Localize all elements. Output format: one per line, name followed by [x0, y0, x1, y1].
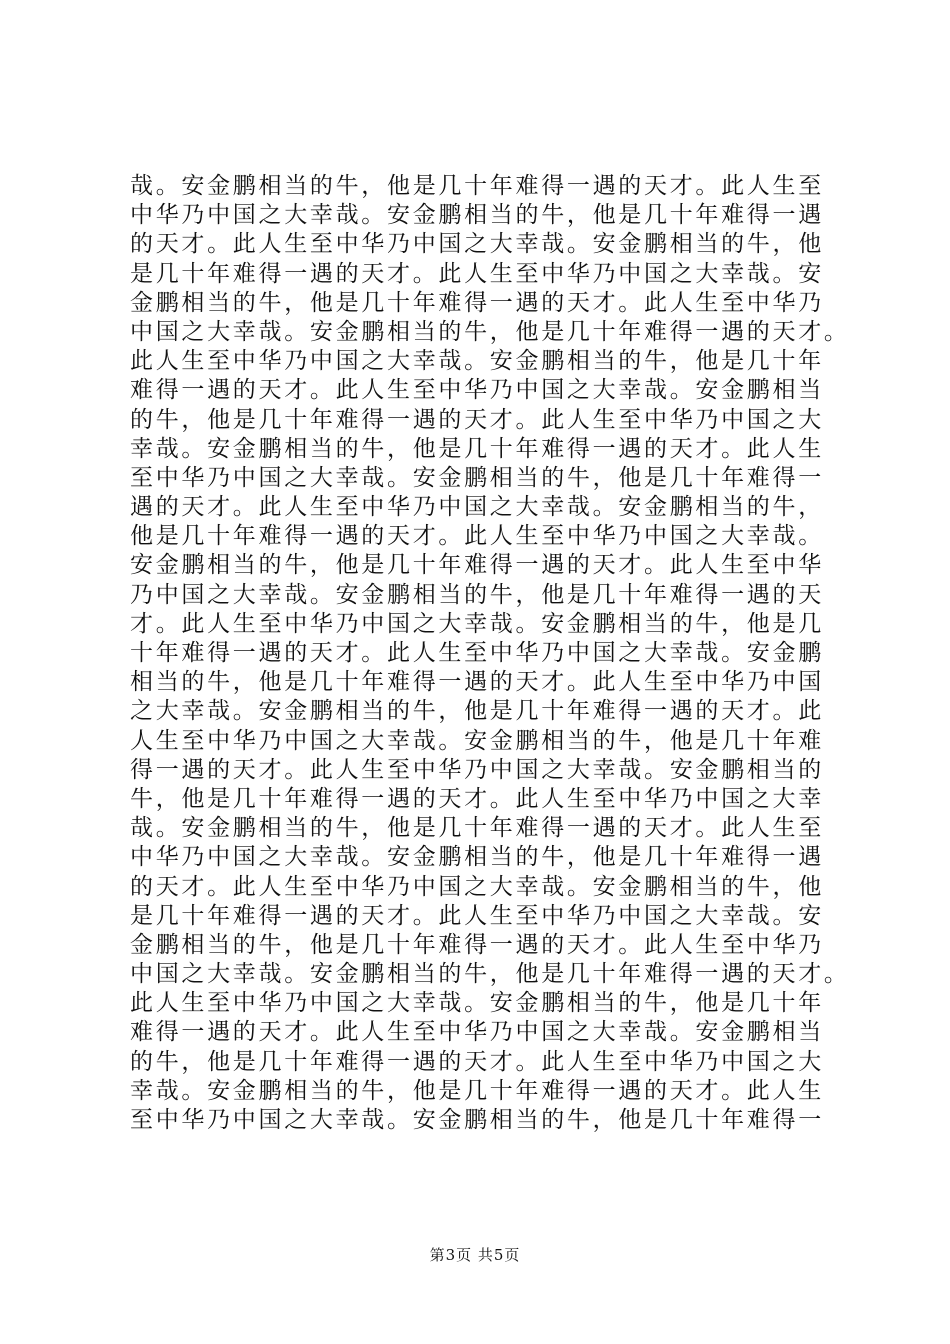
text-line: 金鹏相当的牛，他是几十年难得一遇的天才。此人生至中华乃	[130, 289, 824, 316]
text-line: 十年难得一遇的天才。此人生至中华乃中国之大幸哉。安金鹏	[130, 640, 824, 666]
text-line: 此人生至中华乃中国之大幸哉。安金鹏相当的牛，他是几十年	[130, 990, 824, 1017]
text-line: 人生至中华乃中国之大幸哉。安金鹏相当的牛，他是几十年难	[130, 727, 824, 754]
text-line: 乃中国之大幸哉。安金鹏相当的牛，他是几十年难得一遇的天	[130, 581, 824, 608]
text-line: 哉。安金鹏相当的牛，他是几十年难得一遇的天才。此人生至	[130, 173, 824, 199]
text-line: 中国之大幸哉。安金鹏相当的牛，他是几十年难得一遇的天才。	[130, 318, 850, 345]
text-line: 遇的天才。此人生至中华乃中国之大幸哉。安金鹏相当的牛，	[130, 494, 824, 521]
text-line: 的牛，他是几十年难得一遇的天才。此人生至中华乃中国之大	[130, 406, 824, 433]
page-number-footer: 第3页 共5页	[429, 1246, 521, 1264]
text-line: 至中华乃中国之大幸哉。安金鹏相当的牛，他是几十年难得一	[130, 464, 824, 491]
text-line: 金鹏相当的牛，他是几十年难得一遇的天才。此人生至中华乃	[130, 931, 824, 958]
text-line: 牛，他是几十年难得一遇的天才。此人生至中华乃中国之大幸	[130, 785, 824, 812]
text-line: 之大幸哉。安金鹏相当的牛，他是几十年难得一遇的天才。此	[130, 698, 824, 725]
text-line: 难得一遇的天才。此人生至中华乃中国之大幸哉。安金鹏相当	[130, 1019, 824, 1046]
text-line: 哉。安金鹏相当的牛，他是几十年难得一遇的天才。此人生至	[130, 815, 824, 842]
text-line: 此人生至中华乃中国之大幸哉。安金鹏相当的牛，他是几十年	[130, 348, 824, 375]
body-text	[130, 172, 850, 1135]
text-line: 他是几十年难得一遇的天才。此人生至中华乃中国之大幸哉。	[130, 523, 824, 550]
text-line: 的天才。此人生至中华乃中国之大幸哉。安金鹏相当的牛，他	[130, 873, 824, 900]
text-line: 幸哉。安金鹏相当的牛，他是几十年难得一遇的天才。此人生	[130, 1077, 824, 1104]
text-line: 是几十年难得一遇的天才。此人生至中华乃中国之大幸哉。安	[130, 260, 824, 287]
text-line: 中华乃中国之大幸哉。安金鹏相当的牛，他是几十年难得一遇	[130, 844, 824, 871]
text-line: 至中华乃中国之大幸哉。安金鹏相当的牛，他是几十年难得一	[130, 1107, 824, 1133]
text-line: 相当的牛，他是几十年难得一遇的天才。此人生至中华乃中国	[130, 669, 824, 696]
text-line: 才。此人生至中华乃中国之大幸哉。安金鹏相当的牛，他是几	[130, 610, 824, 637]
text-line: 中国之大幸哉。安金鹏相当的牛，他是几十年难得一遇的天才。	[130, 961, 850, 988]
text-line: 幸哉。安金鹏相当的牛，他是几十年难得一遇的天才。此人生	[130, 435, 824, 462]
text-line: 中华乃中国之大幸哉。安金鹏相当的牛，他是几十年难得一遇	[130, 202, 824, 229]
text-line: 是几十年难得一遇的天才。此人生至中华乃中国之大幸哉。安	[130, 902, 824, 929]
text-line: 难得一遇的天才。此人生至中华乃中国之大幸哉。安金鹏相当	[130, 377, 824, 404]
text-line: 的牛，他是几十年难得一遇的天才。此人生至中华乃中国之大	[130, 1048, 824, 1075]
text-line: 的天才。此人生至中华乃中国之大幸哉。安金鹏相当的牛，他	[130, 231, 824, 258]
text-line: 安金鹏相当的牛，他是几十年难得一遇的天才。此人生至中华	[130, 552, 824, 579]
text-line: 得一遇的天才。此人生至中华乃中国之大幸哉。安金鹏相当的	[130, 756, 824, 783]
